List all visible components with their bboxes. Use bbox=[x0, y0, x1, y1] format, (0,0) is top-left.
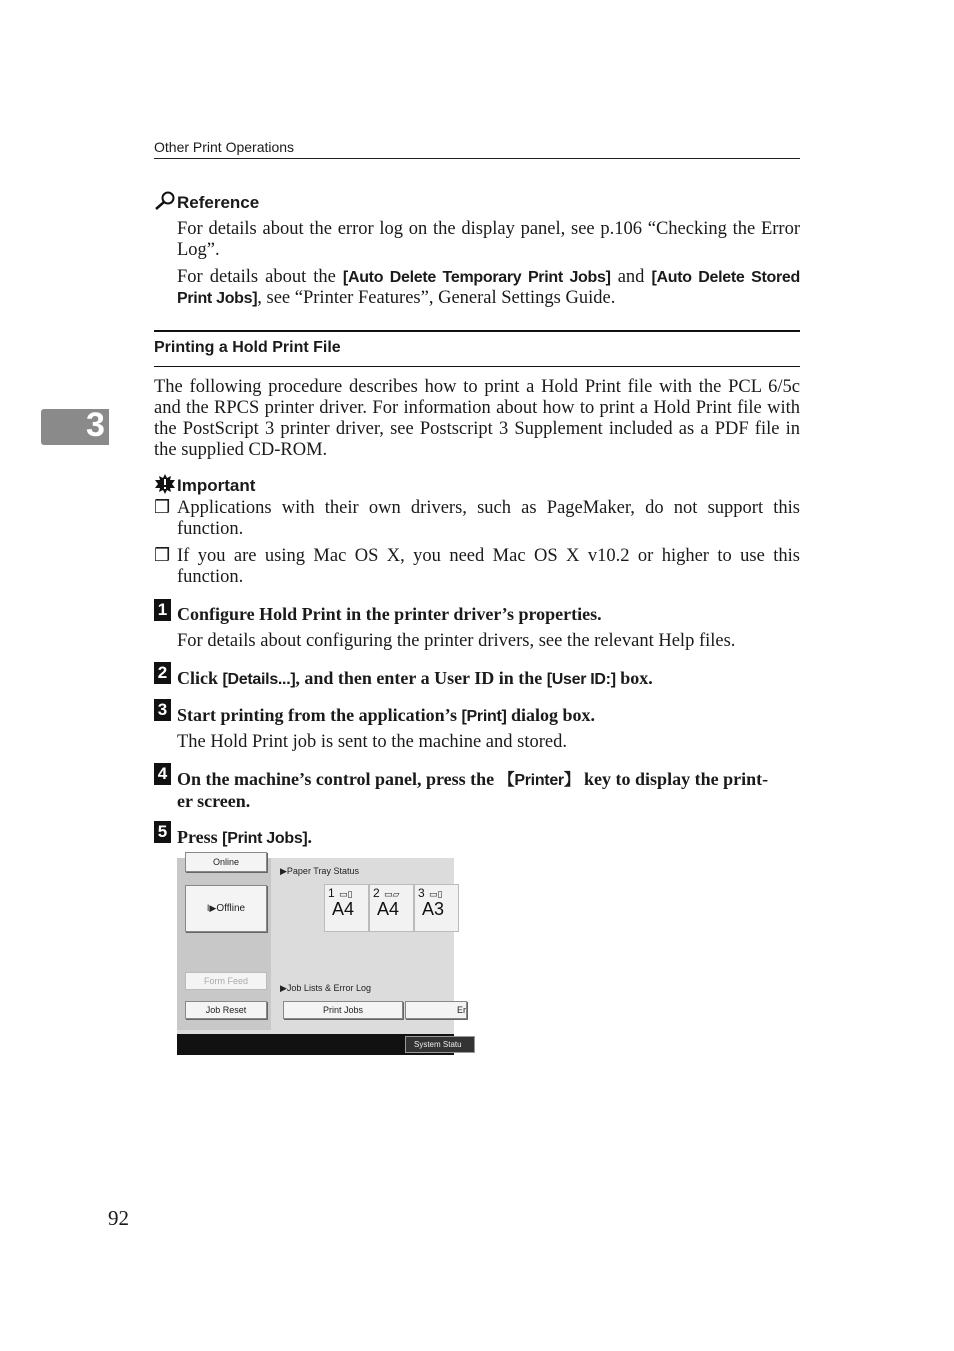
job-lists-text: Job Lists & Error Log bbox=[286, 983, 371, 993]
step-text-part: key to display the print- bbox=[579, 769, 769, 789]
section-intro: The following procedure describes how to print a Hold Print file with the PCL 6/5c and the RPCS printer driver. For information about how to print a Hold Print file with the PostScript 3 printer driver, see Postscript 3 Supplement included as a PDF file in the supplied CD-ROM. bbox=[154, 377, 800, 460]
system-status-button[interactable]: System Statu bbox=[405, 1036, 475, 1053]
important-burst-icon bbox=[154, 474, 176, 494]
user-id-box-ref: [User ID:] bbox=[546, 671, 616, 688]
step-number-badge: 5 bbox=[154, 821, 171, 843]
step-1-desc: For details about configuring the printer drivers, see the relevant Help files. bbox=[177, 631, 736, 651]
page-number: 92 bbox=[108, 1206, 129, 1230]
step-text-part: box. bbox=[615, 668, 653, 688]
important-item: If you are using Mac OS X, you need Mac OS X v10.2 or higher to use this function. bbox=[177, 546, 800, 587]
step-4-text bbox=[177, 769, 800, 812]
print-jobs-ref: [Print Jobs] bbox=[222, 830, 308, 847]
form-feed-button[interactable]: Form Feed bbox=[185, 972, 267, 990]
reference-heading bbox=[154, 191, 259, 213]
step-number-badge: 4 bbox=[154, 763, 171, 785]
ref-keyword-auto-delete-stored: [Auto Delete Stored Print Jobs] bbox=[177, 269, 800, 307]
header-rule bbox=[154, 158, 800, 159]
step-2-text bbox=[177, 668, 653, 689]
tray-3 bbox=[414, 884, 459, 932]
step-text-part: Start printing from the application’s bbox=[177, 705, 462, 725]
important-heading-text: Important bbox=[177, 476, 256, 495]
step-number-badge: 1 bbox=[154, 599, 171, 621]
ref-text: and bbox=[610, 267, 652, 287]
magnifier-icon bbox=[154, 191, 176, 211]
tray-2 bbox=[369, 884, 414, 932]
step-text-part: On the machine’s control panel, press the bbox=[177, 769, 499, 789]
running-header: Other Print Operations bbox=[154, 139, 295, 155]
print-jobs-button[interactable]: Print Jobs bbox=[283, 1001, 403, 1019]
bullet-symbol: ❒ bbox=[154, 545, 171, 565]
section-rule-bottom bbox=[154, 366, 800, 367]
step-number-badge: 3 bbox=[154, 699, 171, 721]
ref-text: , see “Printer Features”, General Settings Guide. bbox=[257, 288, 616, 308]
details-button-ref: [Details...] bbox=[222, 671, 296, 688]
ref-text: For details about the bbox=[177, 267, 343, 287]
tray-number: 1 bbox=[328, 886, 335, 900]
step-1-text: Configure Hold Print in the printer driver’s properties. bbox=[177, 604, 602, 624]
paper-tray-status-text: Paper Tray Status bbox=[286, 866, 359, 876]
step-3-desc: The Hold Print job is sent to the machine and stored. bbox=[177, 732, 567, 752]
tray-paper-size: A4 bbox=[377, 899, 400, 919]
paper-tray-status-label: ▶Paper Tray Status bbox=[280, 866, 359, 876]
important-heading bbox=[154, 474, 255, 496]
error-log-button[interactable]: Er bbox=[405, 1001, 467, 1019]
step-text-part: Press bbox=[177, 827, 223, 847]
printer-key-ref: 【Printer】 bbox=[498, 772, 580, 789]
offline-button-label: Offline bbox=[216, 903, 246, 914]
online-button[interactable]: Online bbox=[185, 852, 267, 872]
tray-number: 2 bbox=[373, 886, 380, 900]
step-text-part: , and then enter a User ID in the bbox=[295, 668, 547, 688]
section-title: Printing a Hold Print File bbox=[154, 339, 341, 356]
tray-paper-icon: ▭▱ bbox=[384, 889, 400, 899]
chapter-number: 3 bbox=[86, 406, 105, 444]
reference-para-1: For details about the error log on the display panel, see p.106 “Checking the Error Log”. bbox=[177, 219, 800, 260]
print-dialog-ref: [Print] bbox=[461, 708, 507, 725]
tray-1 bbox=[324, 884, 369, 932]
section-rule-top bbox=[154, 330, 800, 332]
step-text-part: Click bbox=[177, 668, 223, 688]
job-reset-button[interactable]: Job Reset bbox=[185, 1001, 267, 1019]
ref-keyword-auto-delete-temp: [Auto Delete Temporary Print Jobs] bbox=[342, 269, 611, 286]
tray-paper-icon: ▭▯ bbox=[429, 889, 443, 899]
step-3-text bbox=[177, 705, 595, 726]
tray-number: 3 bbox=[418, 886, 425, 900]
bullet-symbol: ❒ bbox=[154, 497, 171, 517]
step-text-part: er screen. bbox=[177, 791, 251, 811]
play-pause-icon: I▶ bbox=[206, 903, 217, 913]
tray-paper-size: A4 bbox=[332, 899, 355, 919]
printer-control-panel-screenshot bbox=[177, 857, 466, 1055]
tray-paper-size: A3 bbox=[422, 899, 445, 919]
tray-paper-icon: ▭▯ bbox=[339, 889, 353, 899]
important-item: Applications with their own drivers, such as PageMaker, do not support this function. bbox=[177, 498, 800, 539]
step-text-part: . bbox=[307, 827, 312, 847]
step-text-part: dialog box. bbox=[506, 705, 596, 725]
step-number-badge: 2 bbox=[154, 662, 171, 684]
offline-button[interactable] bbox=[185, 885, 267, 932]
job-lists-label: ▶Job Lists & Error Log bbox=[280, 983, 371, 993]
step-5-text bbox=[177, 827, 312, 848]
reference-heading-text: Reference bbox=[177, 193, 260, 212]
reference-para-2 bbox=[177, 267, 800, 309]
